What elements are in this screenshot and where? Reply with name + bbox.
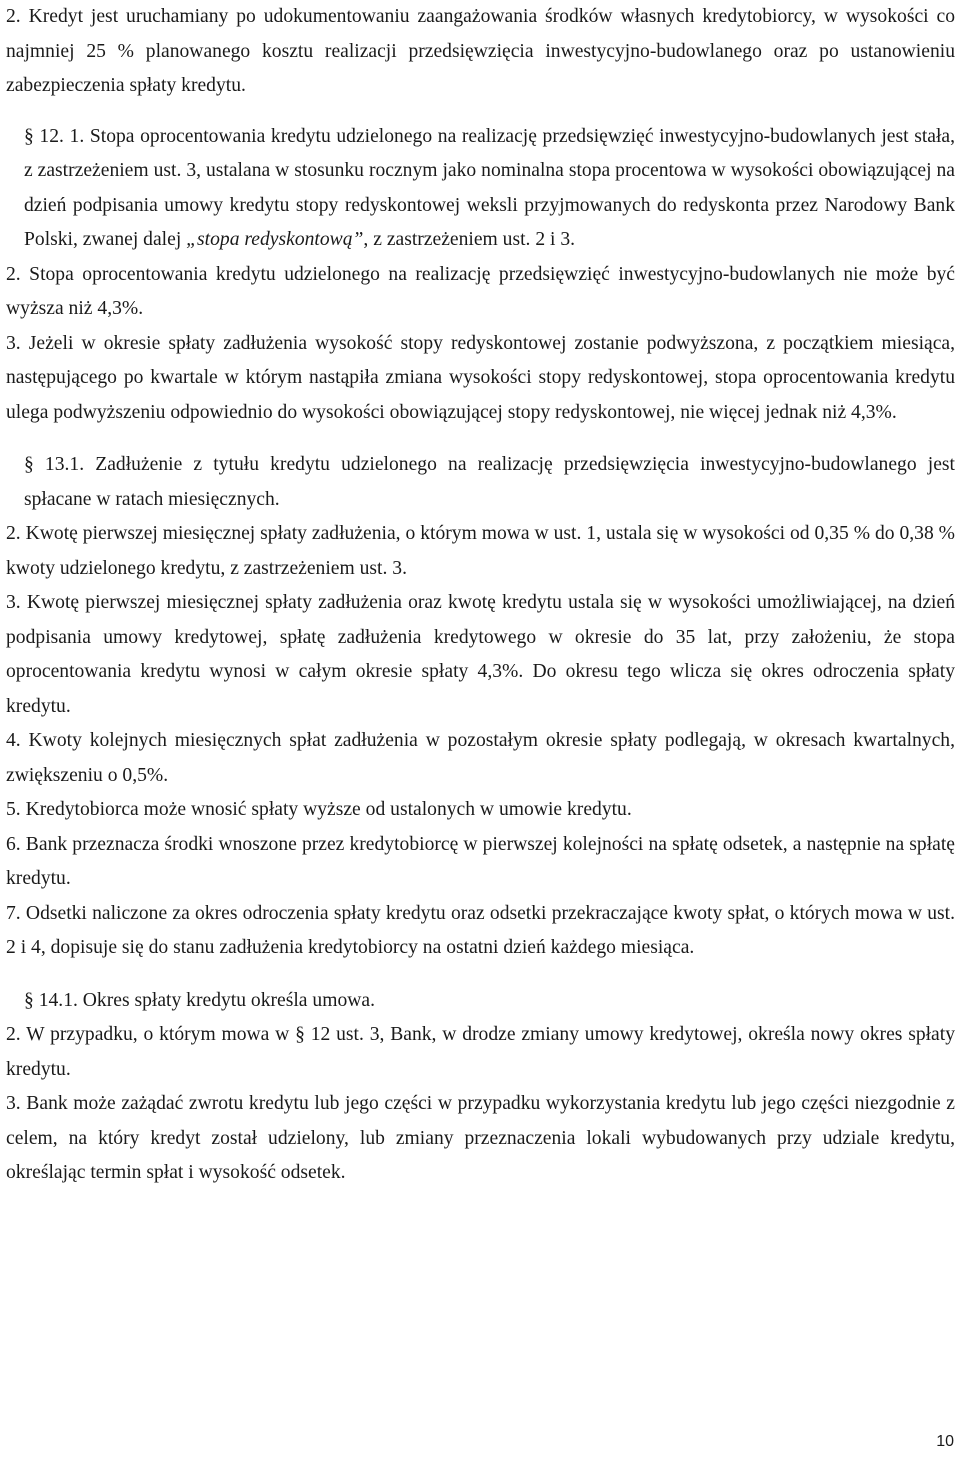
- paragraph-12-3: 3. Jeżeli w okresie spłaty zadłużenia wysokość stopy redyskontowej zostanie podwyższona, z początkiem miesiąca, następującego po kwartale w którym nastąpiła zmiana wysokości stopy redyskontowej, stopa oprocentowania kredytu ulega podwyższeniu odpowiednio do wysokości obowiązującej stopy redyskontowej, nie więcej jednak niż 4,3%.: [6, 332, 955, 423]
- paragraph-13-4: 4. Kwoty kolejnych miesięcznych spłat zadłużenia w pozostałym okresie spłaty podlegają, w okresach kwartalnych, zwiększeniu o 0,5%.: [6, 730, 955, 786]
- page-number: 10: [936, 1433, 954, 1450]
- paragraph-13-6: 6. Bank przeznacza środki wnoszone przez kredytobiorcę w pierwszej kolejności na spłatę odsetek, a następnie na spłatę kredytu.: [6, 833, 955, 889]
- paragraph-13-3: 3. Kwotę pierwszej miesięcznej spłaty zadłużenia oraz kwotę kredytu ustala się w wysokości umożliwiającej, na dzień podpisania umowy kredytowej, spłatę zadłużenia kredytowego w okresie do 35 lat, przy założeniu, że stopa oprocentowania kredytu wynosi w całym okresie spłaty 4,3%. Do okresu tego wlicza się okres odroczenia spłaty kredytu.: [6, 592, 955, 717]
- paragraph-11-2: 2. Kredyt jest uruchamiany po udokumentowaniu zaangażowania środków własnych kredytobiorcy, w wysokości co najmniej 25 % planowanego kosztu realizacji przedsięwzięcia inwestycyjno-budowlanego oraz po ustanowieniu zabezpieczenia spłaty kredytu.: [6, 6, 955, 96]
- paragraph-13-2: 2. Kwotę pierwszej miesięcznej spłaty zadłużenia, o którym mowa w ust. 1, ustala się w wysokości od 0,35 % do 0,38 % kwoty udzielonego kredytu, z zastrzeżeniem ust. 3.: [6, 523, 955, 579]
- paragraph-12-1-tail: , z zastrzeżeniem ust. 2 i 3.: [363, 229, 576, 250]
- paragraph-13-7: 7. Odsetki naliczone za okres odroczenia spłaty kredytu oraz odsetki przekraczające kwoty spłat, o których mowa w ust. 2 i 4, dopisuje się do stanu zadłużenia kredytobiorcy na ostatni dzień każdego miesiąca.: [6, 902, 955, 958]
- paragraph-12-2: 2. Stopa oprocentowania kredytu udzielonego na realizację przedsięwzięć inwestycyjno-budowlanych nie może być wyższa niż 4,3%.: [6, 263, 955, 319]
- paragraph-13-5: 5. Kredytobiorca może wnosić spłaty wyższe od ustalonych w umowie kredytu.: [6, 799, 632, 820]
- document-page: [6, 0, 955, 1191]
- paragraph-14-1: § 14.1. Okres spłaty kredytu określa umowa.: [24, 989, 375, 1011]
- defined-term: „stopa redyskontową”: [186, 229, 364, 250]
- paragraph-12-1: [6, 120, 955, 258]
- paragraph-14-3: 3. Bank może zażądać zwrotu kredytu lub jego części w przypadku wykorzystania kredytu lub jego części niezgodnie z celem, na który kredyt został udzielony, lub zmiany przeznaczenia lokali wybudowanych przy udziale kredytu, określając termin spłat i wysokość odsetek.: [6, 1093, 955, 1183]
- paragraph-12-1-text: § 12. 1. Stopa oprocentowania kredytu udzielonego na realizację przedsięwzięć inwestycyjno-budowlanych jest stała, z zastrzeżeniem ust. 3, ustalana w stosunku rocznym jako nominalna stopa procentowa w wysokości obowiązującej na dzień podpisania umowy kredytu stopy redyskontowej weksli przyjmowanych do redyskonta przez Narodowy Bank Polski, zwanej dalej: [24, 125, 955, 250]
- paragraph-13-1: § 13.1. Zadłużenie z tytułu kredytu udzielonego na realizację przedsięwzięcia inwestycyjno-budowlanego jest spłacane w ratach miesięcznych.: [24, 454, 955, 510]
- paragraph-14-2: 2. W przypadku, o którym mowa w § 12 ust. 3, Bank, w drodze zmiany umowy kredytowej, określa nowy okres spłaty kredytu.: [6, 1024, 955, 1080]
